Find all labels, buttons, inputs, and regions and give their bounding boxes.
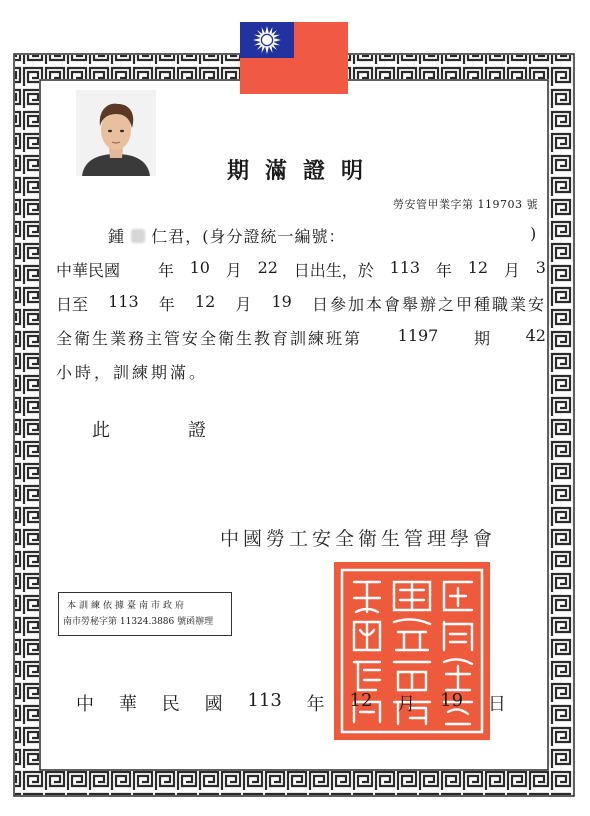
reference-number: 勞安管甲業字第 119703 號 [393,198,538,211]
text-segment: 113 [389,258,421,277]
issue-date [76,690,506,716]
text-segment: 中華民國 [56,261,121,280]
recipient-line [108,224,345,247]
paragraph-line-2 [56,292,546,315]
redacted-name [131,229,145,243]
text-segment: 期 [473,329,490,348]
paragraph-line-1 [56,258,546,281]
date-part: 19 [440,690,464,711]
issuing-organization: 中國勞工安全衛生管理學會 [220,528,497,550]
id-close-paren: ) [530,224,537,243]
date-part: 民 [161,694,180,715]
certify-char-2: 證 [188,420,206,441]
text-segment: 月 [503,261,520,280]
text-segment: 3 [535,258,546,277]
text-segment: 年 [157,261,174,280]
date-part: 12 [349,690,373,711]
roc-flag-icon [240,22,348,94]
text-segment: 年 [158,295,175,314]
recipient-id-label: 仁君，(身分證統一編號： [151,227,346,246]
text-segment: 日出生，於 [293,261,374,280]
text-segment: 42 [525,326,546,345]
paragraph-line-3 [56,326,546,349]
text-segment: 10 [189,258,210,277]
text-segment: 22 [257,258,278,277]
text-segment: 1197 [397,326,439,345]
text-segment: 12 [194,292,216,311]
certificate-title: 期滿證明 [226,158,379,184]
date-part: 國 [204,694,223,715]
text-segment: 12 [467,258,489,277]
note-line-2: 南市勞秘字第 11324.3886 號函辦理 [63,617,214,627]
date-part: 月 [397,694,416,715]
date-part: 中 [76,694,94,715]
date-part: 華 [118,694,137,715]
text-segment: 月 [235,295,252,314]
recipient-surname: 鍾 [108,227,126,246]
text-segment: 年 [435,261,452,280]
text-segment: 日至 [56,295,89,314]
text-segment: 日參加本會舉辦之甲種職業安 [311,295,546,314]
text-segment: 19 [271,292,292,311]
date-part: 日 [487,694,506,715]
certify-char-1: 此 [92,420,110,441]
paragraph-line-4: 小時，訓練期滿。 [56,363,209,382]
training-basis-note [58,592,232,636]
text-segment: 全衛生業務主管安全衛生教育訓練班第 [56,329,363,348]
text-segment: 113 [108,292,139,311]
text-segment: 月 [225,261,242,280]
date-part: 年 [306,694,325,715]
note-line-1: 本訓練依據臺南市政府 [67,601,188,611]
date-part: 113 [247,690,282,711]
